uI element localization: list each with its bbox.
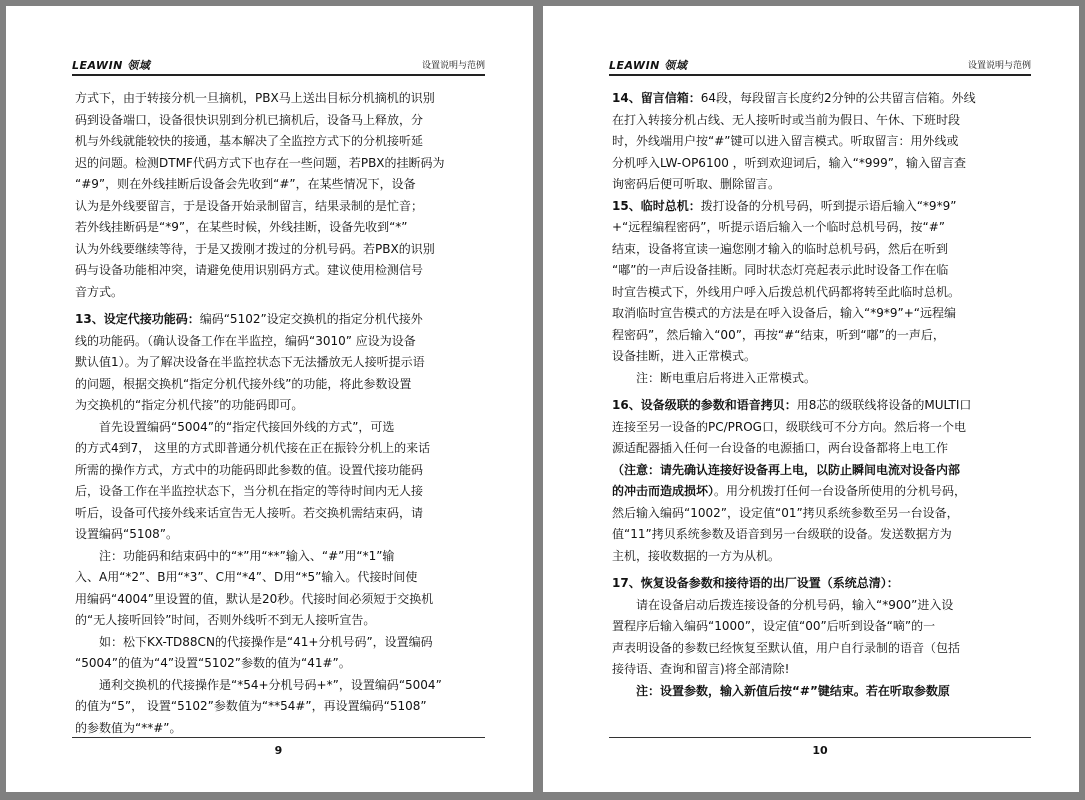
line-text: “5004”的值为“4”设置“5102”参数的值为“41#”。 xyxy=(75,656,351,670)
text-line xyxy=(75,309,483,331)
text-line xyxy=(612,481,1029,503)
text-line xyxy=(75,589,483,611)
line-text: “嘟”的一声后设备挂断。同时状态灯亮起表示此时设备工作在临 xyxy=(612,263,949,277)
line-text: 线的功能码。（确认设备工作在半监控，编码“3010” 应设为设备 xyxy=(75,333,416,348)
section-heading: 的冲击而造成损坏） xyxy=(612,484,715,498)
leawin-logo: LEAWIN 领域 xyxy=(609,59,688,72)
text-line xyxy=(612,573,1029,595)
text-line xyxy=(612,260,1029,282)
line-text: 设备挂断，进入正常模式。 xyxy=(612,349,757,363)
text-line xyxy=(75,481,483,503)
text-line xyxy=(75,632,483,654)
page-footer xyxy=(72,737,485,757)
text-line xyxy=(75,503,483,525)
section-number: 16、 xyxy=(612,398,641,412)
text-line xyxy=(612,546,1029,568)
line-text: 注：设置参数，输入新值后按“#”键结束。若在听取参数原 xyxy=(636,683,950,698)
line-text: 置程序后输入编码“1000”，设定值“00”后听到设备“嘀”的一 xyxy=(612,619,936,633)
text-line xyxy=(75,196,483,218)
page-footer xyxy=(609,737,1031,757)
text-line xyxy=(612,595,1029,617)
section-number: 15、 xyxy=(612,198,641,213)
text-line xyxy=(612,346,1029,368)
line-text: （注意：请先确认连接好设备再上电，以防止瞬间电流对设备内部 xyxy=(612,462,961,477)
text-line xyxy=(75,110,483,132)
line-text: 若外线挂断码是“*9”，在某些时候，外线挂断，设备先收到“*” xyxy=(75,220,408,234)
line-text: 注：功能码和结束码中的“*”用“**”输入、“#”用“*1”输 xyxy=(99,548,395,563)
line-text: 主机，接收数据的一方为从机。 xyxy=(612,548,781,563)
line-text: 入、A用“*2”、B用“*3”、C用“*4”、D用“*5”输入。代接时间使 xyxy=(75,570,418,584)
text-line xyxy=(612,659,1029,681)
line-text: 声表明设备的参数已经恢复至默认值，用户自行录制的语音（包括 xyxy=(612,640,961,655)
text-line xyxy=(612,131,1029,153)
section-heading: 设定代接功能码： xyxy=(103,312,200,326)
text-line xyxy=(75,718,483,740)
text-line xyxy=(612,368,1029,390)
text-line xyxy=(75,460,483,482)
text-line xyxy=(612,460,1029,482)
text-line xyxy=(75,331,483,353)
text-line xyxy=(75,653,483,675)
page-number: 9 xyxy=(274,744,283,757)
line-text: 首先设置编码“5004”的“指定代接回外线的方式”，可选 xyxy=(99,419,395,434)
line-text: 码与设备功能相冲突，请避免使用识别码方式。建议使用检测信号 xyxy=(75,263,424,277)
page-header xyxy=(609,60,1031,76)
line-text: +“远程编程密码”，听提示语后输入一个临时总机号码，按“#” xyxy=(612,220,945,234)
header-section-title: 设置说明与范例 xyxy=(421,61,485,71)
line-text: 的方式4到7， 这里的方式即普通分机代接在正在振铃分机上的来话 xyxy=(75,441,431,455)
right-page-body xyxy=(612,88,1029,702)
line-text: 接待语、查询和留言)将全部清除! xyxy=(612,662,790,676)
text-line xyxy=(75,131,483,153)
text-line xyxy=(612,325,1029,347)
text-line xyxy=(75,395,483,417)
text-line xyxy=(612,524,1029,546)
text-line xyxy=(612,153,1029,175)
line-text: 迟的问题。检测DTMF代码方式下也存在一些问题，若PBX的挂断码为 xyxy=(75,155,445,170)
right-page xyxy=(543,6,1079,792)
text-line xyxy=(612,88,1029,110)
line-text: 默认值1）。为了解决设备在半监控状态下无法播放无人接听提示语 xyxy=(75,355,425,369)
section-heading: 留言信箱： xyxy=(640,91,701,105)
line-text: 值“11”拷贝系统参数及语音到另一台级联的设备。发送数据方为 xyxy=(612,527,952,541)
section-number: 14、 xyxy=(612,91,641,105)
line-text: 请在设备启动后拨连接设备的分机号码，输入“*900”进入设 xyxy=(636,597,954,612)
line-text: 然后输入编码“1002”，设定值“01”拷贝系统参数至另一台设备， xyxy=(612,505,959,520)
left-page xyxy=(6,6,533,792)
text-line xyxy=(75,675,483,697)
line-text: 程密码”，然后输入“00”，再按“#“结束，听到“嘟”的一声后， xyxy=(612,327,945,342)
text-line xyxy=(612,417,1029,439)
text-line xyxy=(75,352,483,374)
section-number: 17、 xyxy=(612,576,641,590)
text-line xyxy=(612,110,1029,132)
line-text: 临时总机：拨打设备的分机号码，听到提示语后输入“*9*9” xyxy=(640,198,957,213)
text-line xyxy=(612,239,1029,261)
line-text: 如：松下KX-TD88CN的代接操作是“41+分机号码”，设置编码 xyxy=(99,634,433,649)
text-line xyxy=(612,196,1029,218)
text-line xyxy=(75,438,483,460)
text-line xyxy=(75,524,483,546)
text-line xyxy=(75,696,483,718)
line-text: 时宣告模式下，外线用户呼入后拨总机代码都将转至此临时总机。 xyxy=(612,284,961,299)
text-line xyxy=(612,174,1029,196)
line-text: 取消临时宣告模式的方法是在呼入设备后，输入“*9*9”+“远程编 xyxy=(612,306,956,320)
text-line xyxy=(75,239,483,261)
section-heading: 临时总机： xyxy=(640,198,701,213)
text-line xyxy=(612,616,1029,638)
line-text: 设置编码“5108”。 xyxy=(75,527,178,541)
line-text: 的问题，根据交换机“指定分机代接外线”的功能，将此参数设置 xyxy=(75,376,412,391)
text-line xyxy=(75,282,483,304)
text-line xyxy=(612,217,1029,239)
line-text: 用编码“4004”里设置的值，默认是20秒。代接时间必须短于交换机 xyxy=(75,591,434,606)
section-number: 13、 xyxy=(75,312,104,326)
line-text: 的冲击而造成损坏）。用分机拨打任何一台设备所使用的分机号码， xyxy=(612,484,967,498)
text-line xyxy=(612,303,1029,325)
page-header xyxy=(72,60,485,76)
text-line xyxy=(612,395,1029,417)
line-text: 音方式。 xyxy=(75,284,124,299)
text-line xyxy=(75,153,483,175)
header-section-title: 设置说明与范例 xyxy=(967,61,1031,71)
line-text: 设定代接功能码：编码“5102”设定交换机的指定分机代接外 xyxy=(103,312,423,326)
line-text: 认为是外线要留言，于是设备开始录制留言，结果录制的是忙音； xyxy=(75,198,424,213)
line-text: 码到设备端口，设备很快识别到分机已摘机后，设备马上释放，分 xyxy=(75,112,424,127)
text-line xyxy=(75,610,483,632)
line-text: 时，外线端用户按“#”键可以进入留言模式。听取留言：用外线或 xyxy=(612,134,959,148)
line-text: 的参数值为“**#”。 xyxy=(75,720,182,735)
text-line xyxy=(75,260,483,282)
line-text: “#9”，则在外线挂断后设备会先收到“#”，在某些情况下，设备 xyxy=(75,177,416,191)
line-text: 认为外线要继续等待，于是又拨刚才拨过的分机号码。若PBX的识别 xyxy=(75,241,435,256)
line-text: 结束，设备将宣读一遍您刚才输入的临时总机号码，然后在听到 xyxy=(612,241,949,256)
text-line xyxy=(75,174,483,196)
line-text: 为交换机的“指定分机代接”的功能码即可。 xyxy=(75,398,304,412)
text-line xyxy=(75,546,483,568)
text-line xyxy=(612,638,1029,660)
line-text: 留言信箱：64段，每段留言长度约2分钟的公共留言信箱。外线 xyxy=(640,91,976,105)
line-text: 所需的操作方式，方式中的功能码即此参数的值。设置代接功能码 xyxy=(75,462,424,477)
left-page-body xyxy=(75,88,483,739)
text-line xyxy=(612,438,1029,460)
line-text: 机与外线就能较快的接通，基本解决了全监控方式下的分机接听延 xyxy=(75,134,424,148)
text-line xyxy=(75,217,483,239)
text-line xyxy=(612,503,1029,525)
line-text: 方式下，由于转接分机一旦摘机，PBX马上送出目标分机摘机的识别 xyxy=(75,91,435,105)
line-text: 分机呼入LW-OP6100 ，听到欢迎词后，输入“*999”，输入留言查 xyxy=(612,155,967,170)
line-text: 设备级联的参数和语音拷贝：用8芯的级联线将设备的MULTI口 xyxy=(640,398,972,412)
text-line xyxy=(75,374,483,396)
text-line xyxy=(75,567,483,589)
line-text: 询密码后便可听取、删除留言。 xyxy=(612,177,781,191)
page-number: 10 xyxy=(812,744,828,757)
line-text: 通利交换机的代接操作是“*54+分机号码+*”，设置编码“5004” xyxy=(99,677,442,692)
line-text: 在打入转接分机占线、无人接听时或当前为假日、午休、下班时段 xyxy=(612,112,961,127)
line-text: 恢复设备参数和接待语的出厂设置（系统总清）： xyxy=(640,576,899,590)
leawin-logo: LEAWIN 领域 xyxy=(72,59,151,72)
text-line xyxy=(612,282,1029,304)
text-line xyxy=(612,681,1029,703)
text-line xyxy=(75,417,483,439)
section-heading: 设备级联的参数和语音拷贝： xyxy=(640,398,797,412)
line-text: 注：断电重启后将进入正常模式。 xyxy=(636,370,817,385)
line-text: 的值为“5”， 设置“5102”参数值为“**54#”，再设置编码“5108” xyxy=(75,699,427,713)
line-text: 的“无人接听回铃”时间，否则外线听不到无人接听宣告。 xyxy=(75,613,376,627)
line-text: 后，设备工作在半监控状态下，当分机在指定的等待时间内无人接 xyxy=(75,484,424,498)
line-text: 连接至另一设备的PC/PROG口，级联线可不分方向。然后将一个电 xyxy=(612,419,966,434)
line-text: 听后，设备可代接外线来话宣告无人接听。若交换机需结束码，请 xyxy=(75,505,424,520)
line-text: 源适配器插入任何一台设备的电源插口，两台设备都将上电工作 xyxy=(612,441,949,455)
text-line xyxy=(75,88,483,110)
